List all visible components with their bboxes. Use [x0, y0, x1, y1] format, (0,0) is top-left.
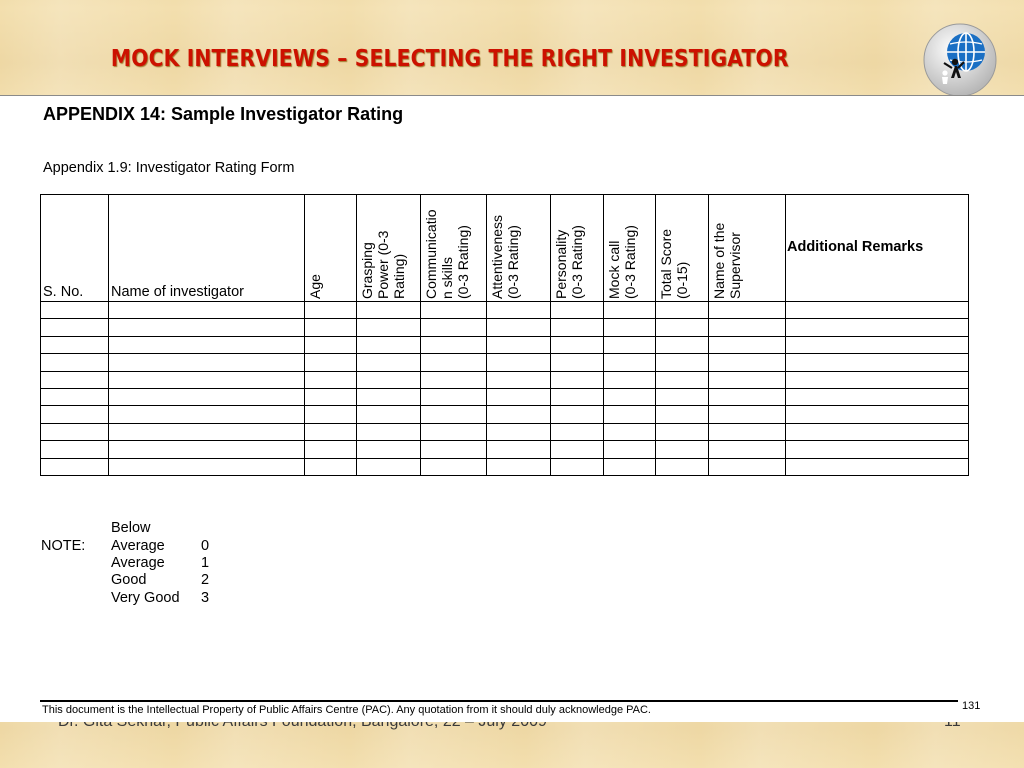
column-header-line: (0-15): [674, 261, 690, 299]
table-cell: [656, 336, 709, 353]
column-header-line: (0-3 Rating): [622, 225, 638, 299]
column-header: [551, 195, 604, 302]
column-header-line: (0-3 Rating): [505, 225, 521, 299]
note-scale-label: Average: [111, 555, 165, 571]
table-cell: [357, 302, 421, 319]
table-cell: [786, 371, 969, 388]
table-cell: [41, 388, 109, 405]
note-label: NOTE:: [41, 538, 86, 554]
table-row: [41, 458, 969, 475]
table-cell: [109, 406, 305, 423]
column-header: [421, 195, 487, 302]
column-header-line: Age: [307, 274, 323, 299]
form-subheading: Appendix 1.9: Investigator Rating Form: [43, 160, 295, 176]
table-cell: [786, 354, 969, 371]
column-header-label: Additional Remarks: [787, 239, 924, 255]
table-cell: [551, 354, 604, 371]
table-cell: [487, 441, 551, 458]
table-cell: [551, 388, 604, 405]
table-cell: [357, 336, 421, 353]
column-header-label: Name of investigator: [111, 284, 244, 300]
table-cell: [656, 371, 709, 388]
column-header-line: Supervisor: [727, 232, 743, 299]
column-header-line: Grasping: [359, 242, 375, 299]
table-cell: [357, 458, 421, 475]
table-cell: [786, 302, 969, 319]
table-cell: [487, 354, 551, 371]
table-cell: [786, 441, 969, 458]
document-page-number: 131: [962, 700, 981, 712]
table-cell: [786, 423, 969, 440]
column-header-label: [658, 229, 690, 299]
table-row: [41, 319, 969, 336]
note-scale-label: Below: [111, 520, 151, 536]
document-page: [0, 95, 1024, 722]
table-cell: [357, 354, 421, 371]
table-cell: [487, 458, 551, 475]
column-header: [357, 195, 421, 302]
table-cell: [604, 336, 656, 353]
table-cell: [305, 423, 357, 440]
table-cell: [487, 406, 551, 423]
column-header: [656, 195, 709, 302]
table-cell: [786, 319, 969, 336]
table-cell: [109, 458, 305, 475]
table-cell: [656, 458, 709, 475]
column-header-line: Mock call: [606, 240, 622, 299]
table-cell: [786, 406, 969, 423]
table-cell: [487, 388, 551, 405]
table-cell: [305, 336, 357, 353]
table-cell: [709, 371, 786, 388]
table-cell: [421, 336, 487, 353]
table-row: [41, 406, 969, 423]
table-cell: [487, 319, 551, 336]
table-cell: [357, 388, 421, 405]
slide-title: MOCK INTERVIEWS – SELECTING THE RIGHT INVESTIGATOR: [110, 46, 789, 72]
table-cell: [604, 388, 656, 405]
table-cell: [305, 319, 357, 336]
note-scale-label: Very Good: [111, 590, 180, 606]
column-header: [709, 195, 786, 302]
column-header-label: [423, 210, 471, 299]
table-row: [41, 423, 969, 440]
table-row: [41, 354, 969, 371]
table-cell: [357, 423, 421, 440]
table-cell: [41, 371, 109, 388]
table-cell: [487, 302, 551, 319]
table-cell: [305, 371, 357, 388]
column-header-label: [606, 225, 638, 299]
table-cell: [305, 354, 357, 371]
table-row: [41, 336, 969, 353]
table-cell: [109, 371, 305, 388]
table-cell: [604, 319, 656, 336]
column-header: [41, 195, 109, 302]
table-cell: [487, 336, 551, 353]
table-cell: [421, 371, 487, 388]
column-header-label: [359, 231, 407, 299]
table-cell: [357, 371, 421, 388]
table-cell: [656, 441, 709, 458]
table-row: [41, 388, 969, 405]
table-cell: [305, 388, 357, 405]
table-cell: [786, 336, 969, 353]
table-body: [41, 302, 969, 476]
table-cell: [109, 302, 305, 319]
column-header-line: Power (0-3: [375, 230, 391, 299]
column-header-label: [711, 223, 743, 299]
table-cell: [709, 319, 786, 336]
table-cell: [551, 441, 604, 458]
table-cell: [786, 388, 969, 405]
table-cell: [41, 354, 109, 371]
table-cell: [709, 388, 786, 405]
column-header-line: (0-3 Rating): [569, 225, 585, 299]
table-cell: [305, 406, 357, 423]
table-cell: [487, 371, 551, 388]
table-cell: [604, 302, 656, 319]
rating-form-table: [40, 194, 969, 476]
note-scale-label: Average: [111, 538, 165, 554]
table-cell: [551, 423, 604, 440]
table-cell: [656, 423, 709, 440]
table-cell: [709, 336, 786, 353]
table-cell: [421, 319, 487, 336]
table-cell: [786, 458, 969, 475]
column-header-line: n skills: [439, 256, 455, 299]
table-row: [41, 441, 969, 458]
table-cell: [41, 319, 109, 336]
table-cell: [305, 302, 357, 319]
table-cell: [656, 388, 709, 405]
table-cell: [709, 302, 786, 319]
column-header: [109, 195, 305, 302]
note-scale-label: Good: [111, 572, 147, 588]
table-cell: [109, 354, 305, 371]
table-cell: [551, 319, 604, 336]
table-cell: [604, 354, 656, 371]
column-header-line: Name of the: [711, 222, 727, 299]
column-header-label: [553, 225, 585, 299]
table-cell: [421, 406, 487, 423]
table-cell: [41, 336, 109, 353]
table-cell: [604, 441, 656, 458]
table-cell: [656, 302, 709, 319]
note-scale-value: 3: [201, 590, 210, 606]
column-header-line: (0-3 Rating): [455, 225, 471, 299]
table-cell: [709, 423, 786, 440]
table-cell: [709, 441, 786, 458]
table-cell: [656, 354, 709, 371]
table-cell: [41, 423, 109, 440]
table-cell: [41, 458, 109, 475]
column-header-line: Attentiveness: [489, 214, 505, 299]
table-cell: [421, 458, 487, 475]
globe-people-logo-icon: [922, 22, 998, 98]
column-header-line: Communicatio: [423, 209, 439, 299]
table-cell: [109, 423, 305, 440]
table-cell: [109, 319, 305, 336]
table-cell: [41, 441, 109, 458]
table-header-row: [41, 195, 969, 302]
column-header-label: S. No.: [43, 284, 84, 300]
column-header-label: [489, 215, 521, 299]
column-header-line: Total Score: [658, 228, 674, 299]
column-header-label: [307, 274, 323, 299]
table-cell: [604, 406, 656, 423]
column-header: [604, 195, 656, 302]
table-cell: [551, 336, 604, 353]
table-cell: [656, 319, 709, 336]
table-cell: [551, 406, 604, 423]
table-cell: [421, 388, 487, 405]
table-cell: [551, 458, 604, 475]
table-cell: [357, 319, 421, 336]
column-header: [487, 195, 551, 302]
column-header: [786, 195, 969, 302]
table-row: [41, 371, 969, 388]
table-cell: [709, 354, 786, 371]
table-cell: [109, 441, 305, 458]
table-cell: [421, 302, 487, 319]
table-cell: [604, 423, 656, 440]
table-cell: [41, 302, 109, 319]
table-cell: [551, 302, 604, 319]
column-header: [305, 195, 357, 302]
column-header-line: Personality: [553, 229, 569, 299]
table-cell: [421, 423, 487, 440]
table-cell: [357, 441, 421, 458]
note-scale-value: 1: [201, 555, 210, 571]
document-footer: This document is the Intellectual Property of Public Affairs Centre (PAC). Any quotation from it should duly acknowledge PAC.: [42, 704, 651, 716]
note-scale-value: 0: [201, 538, 210, 554]
table-cell: [421, 441, 487, 458]
table-cell: [41, 406, 109, 423]
table-cell: [709, 406, 786, 423]
table-cell: [487, 423, 551, 440]
table-row: [41, 302, 969, 319]
table-cell: [604, 371, 656, 388]
table-cell: [109, 336, 305, 353]
table-cell: [709, 458, 786, 475]
column-header-line: Rating): [391, 253, 407, 299]
table-cell: [604, 458, 656, 475]
table-cell: [551, 371, 604, 388]
table-cell: [421, 354, 487, 371]
footer-divider: [40, 700, 958, 702]
appendix-heading: APPENDIX 14: Sample Investigator Rating: [43, 104, 404, 124]
table-cell: [305, 458, 357, 475]
table-cell: [109, 388, 305, 405]
note-scale-value: 2: [201, 572, 210, 588]
table-cell: [305, 441, 357, 458]
table-cell: [656, 406, 709, 423]
table-cell: [357, 406, 421, 423]
